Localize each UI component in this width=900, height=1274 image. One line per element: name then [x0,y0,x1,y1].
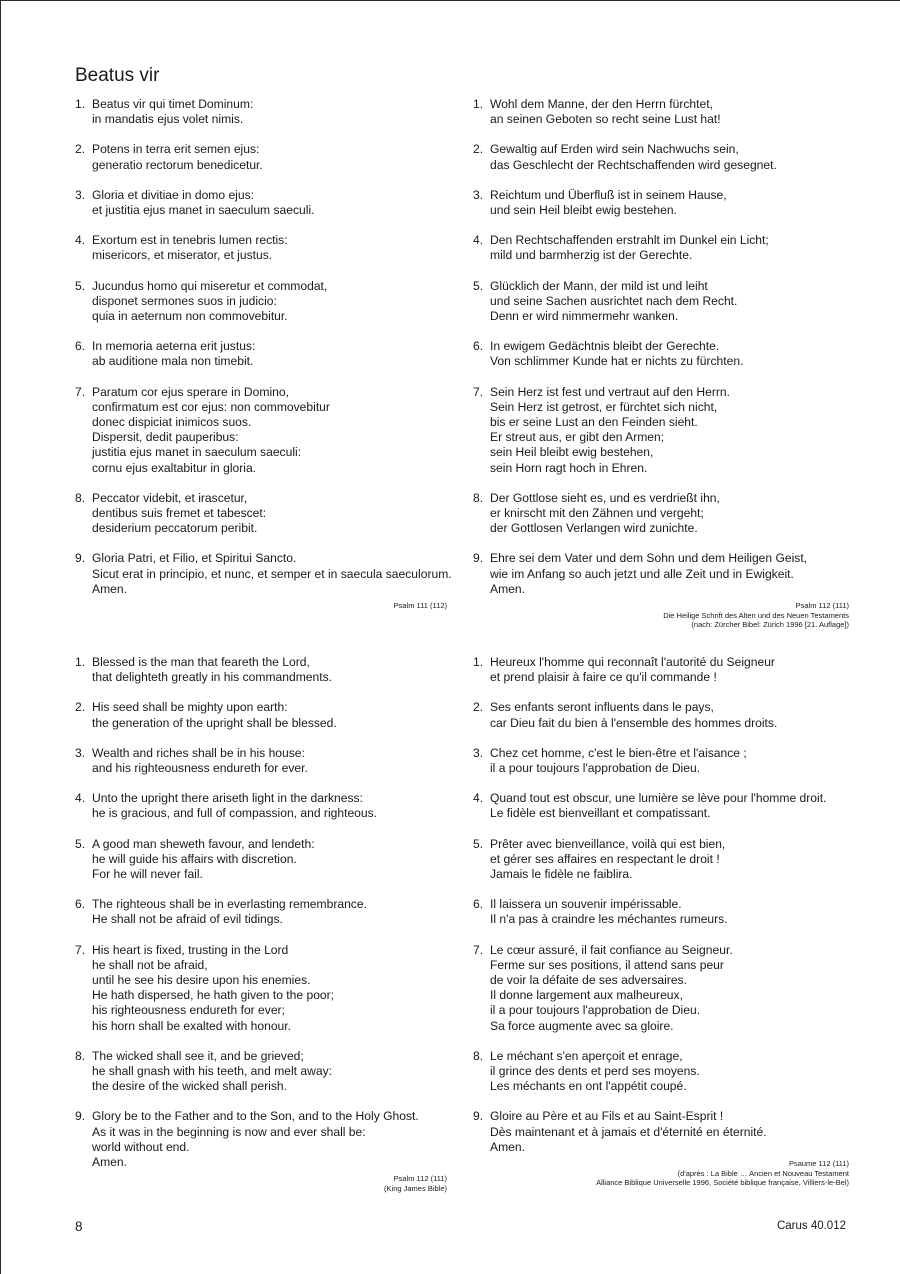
source-citation: Psalm 111 (112) [393,601,447,611]
verse [75,97,455,127]
verse-number: 4. [473,791,484,806]
verse-text: Il laissera un souvenir impérissable. Il n'a pas à craindre les méchantes rumeurs. [490,897,728,927]
verse [473,700,853,730]
verse [473,339,853,369]
verse [75,385,455,476]
verse-text: Le cœur assuré, il fait confiance au Seigneur. Ferme sur ses positions, il attend sans peur de voir la défaite de ses adversaires. Il donne largement aux malheureux, il a pour toujours l'approbation de Dieu. Sa force augmente avec sa gloire. [490,942,733,1033]
verse [473,655,853,685]
verse-number: 3. [473,745,484,760]
verse-text: Gewaltig auf Erden wird sein Nachwuchs sein, das Geschlecht der Rechtschaffenden wird gesegnet. [490,142,777,172]
verse [75,279,455,325]
verse-text: Heureux l'homme qui reconnaît l'autorité du Seigneur et prend plaisir à faire ce qu'il commande ! [490,655,775,685]
source-citation: Psalm 112 (111) (King James Bible) [384,1174,447,1193]
verse-text: Peccator videbit, et irascetur, dentibus suis fremet et tabescet: desiderium peccatorum peribit. [92,490,267,536]
page-number: 8 [75,1219,83,1234]
verse-number: 8. [75,1048,86,1063]
english-text-column [75,655,455,1193]
verse-text: Exortum est in tenebris lumen rectis: misericors, et miserator, et justus. [92,233,288,263]
verse-number: 6. [473,339,484,354]
verse [473,188,853,218]
verse [473,491,853,537]
verse-number: 9. [75,1109,86,1124]
verse-number: 2. [473,142,484,157]
verse [473,97,853,127]
verse [75,339,455,369]
verse-text: Chez cet homme, c'est le bien-être et l'aisance ; il a pour toujours l'approbation de Dieu. [490,745,747,776]
verse-list [473,655,853,1155]
verse-text: Prêter avec bienveillance, voilà qui est bien, et gérer ses affaires en respectant le droit ! Jamais le fidèle ne faiblira. [490,836,726,882]
verse [473,943,853,1034]
verse [75,791,455,821]
verse-number: 5. [473,278,484,293]
verse-text: Gloria et divitiae in domo ejus: et justitia ejus manet in saeculum saeculi. [92,187,315,218]
verse [75,837,455,883]
verse-number: 8. [473,490,484,505]
verse-text: Beatus vir qui timet Dominum: in mandatis ejus volet nimis. [92,97,254,127]
verse-text: Quand tout est obscur, une lumière se lève pour l'homme droit. Le fidèle est bienveillant et compatissant. [490,791,827,821]
verse-number: 4. [75,233,86,248]
verse [473,551,853,597]
verse-text: Paratum cor ejus sperare in Domino, confirmatum est cor ejus: non commovebitur donec dispiciat inimicos suos. Dispersit, dedit pauperibus: justitia ejus manet in saeculum saeculi: cornu ejus exaltabitur in gloria. [92,384,330,475]
verse-text: Wealth and riches shall be in his house: and his righteousness endureth for ever. [92,745,308,776]
verse [75,142,455,172]
verse-number: 2. [473,700,484,715]
verse-text: Wohl dem Manne, der den Herrn fürchtet, an seinen Geboten so recht seine Lust hat! [490,97,721,127]
verse-number: 1. [75,97,86,111]
verse-text: A good man sheweth favour, and lendeth: he will guide his affairs with discretion. For he will never fail. [92,836,315,882]
verse-number: 5. [75,278,86,293]
verse [473,791,853,821]
verse-number: 5. [473,836,484,851]
verse-number: 8. [75,490,86,505]
verse-text: Glücklich der Mann, der mild ist und leiht und seine Sachen ausrichtet nach dem Recht. Denn er wird nimmermehr wanken. [490,278,738,324]
german-text-column [473,97,853,630]
verse-number: 3. [75,187,86,202]
verse-text: The righteous shall be in everlasting remembrance. He shall not be afraid of evil tidings. [92,897,367,927]
verse-number: 3. [473,187,484,202]
verse-number: 4. [473,233,484,248]
verse-text: Le méchant s'en aperçoit et enrage, il grince des dents et perd ses moyens. Les méchants en ont l'appétit coupé. [490,1048,700,1094]
verse-number: 9. [75,551,86,566]
source-citation: Psaume 112 (111) (d'après : La Bible … Ancien et Nouveau Testament Alliance Biblique Universelle 1996, Société biblique française, Villiers-le-Bel) [596,1159,849,1188]
verse [75,943,455,1034]
verse-number: 1. [473,655,484,669]
verse [75,188,455,218]
verse-number: 1. [75,655,86,669]
verse-number: 7. [75,384,86,399]
verse-list [75,97,455,597]
verse [473,385,853,476]
verse-text: Ses enfants seront influents dans le pays, car Dieu fait du bien à l'ensemble des hommes droits. [490,700,778,730]
verse-number: 7. [473,384,484,399]
verse [75,1049,455,1095]
verse-text: His seed shall be mighty upon earth: the generation of the upright shall be blessed. [92,700,337,730]
verse-list [75,655,455,1170]
verse [473,1049,853,1095]
verse-number: 2. [75,142,86,157]
page-title: Beatus vir [75,65,160,86]
verse-text: Gloria Patri, et Filio, et Spiritui Sancto. Sicut erat in principio, et nunc, et semper et in saecula saeculorum. Amen. [92,551,452,596]
verse [473,279,853,325]
verse-number: 9. [473,1109,484,1124]
verse [473,1109,853,1155]
verse [75,655,455,685]
verse-text: Den Rechtschaffenden erstrahlt im Dunkel ein Licht; mild und barmherzig ist der Gerechte. [490,233,769,263]
verse-text: In ewigem Gedächtnis bleibt der Gerechte. Von schlimmer Kunde hat er nichts zu fürchten. [490,339,744,369]
verse-text: His heart is fixed, trusting in the Lord he shall not be afraid, until he see his desire upon his enemies. He hath dispersed, he hath given to the poor; his righteousness endureth for ever; his horn shall be exalted with honour. [92,942,335,1033]
verse [75,1109,455,1170]
verse-text: Reichtum und Überfluß ist in seinem Hause, und sein Heil bleibt ewig bestehen. [490,187,727,218]
latin-text-column [75,97,455,611]
verse-text: Glory be to the Father and to the Son, and to the Holy Ghost. As it was in the beginning is now and ever shall be: world without end. Amen. [92,1109,419,1170]
verse-number: 8. [473,1048,484,1063]
page-border-top [0,0,900,1]
verse [75,233,455,263]
verse-number: 4. [75,791,86,806]
verse-number: 6. [75,339,86,354]
verse-text: The wicked shall see it, and be grieved; he shall gnash with his teeth, and melt away: the desire of the wicked shall perish. [92,1048,332,1094]
verse-text: Jucundus homo qui miseretur et commodat, disponet sermones suos in judicio: quia in aeternum non commovebitur. [92,278,328,324]
verse [75,551,455,597]
verse-number: 6. [473,897,484,912]
verse [473,837,853,883]
verse-number: 1. [473,97,484,111]
verse-text: Der Gottlose sieht es, und es verdrießt ihn, er knirscht mit den Zähnen und vergeht; der Gottlosen Verlangen wird zunichte. [490,490,720,536]
page-border-left [0,0,1,1274]
verse-number: 5. [75,836,86,851]
verse-number: 7. [473,942,484,957]
verse-text: Gloire au Père et au Fils et au Saint-Esprit ! Dès maintenant et à jamais et d'éternité en éternité. Amen. [490,1109,767,1154]
verse-number: 9. [473,551,484,566]
verse-text: Sein Herz ist fest und vertraut auf den Herrn. Sein Herz ist getrost, er fürchtet sich nicht, bis er seine Lust an den Feinden sieht. Er streut aus, er gibt den Armen; sein Heil bleibt ewig bestehen, sein Horn ragt hoch in Ehren. [490,384,730,475]
verse [473,897,853,927]
verse [75,491,455,537]
verse [75,897,455,927]
verse-number: 2. [75,700,86,715]
source-citation: Psalm 112 (111) Die Heilige Schrift des Alten und des Neuen Testaments (nach: Zürcher Bibel: Zürich 1996 [21. Auflage]) [663,601,849,630]
french-text-column [473,655,853,1188]
verse-number: 3. [75,745,86,760]
verse [473,746,853,776]
verse [75,700,455,730]
verse-list [473,97,853,597]
verse-text: In memoria aeterna erit justus: ab auditione mala non timebit. [92,339,256,369]
verse-text: Ehre sei dem Vater und dem Sohn und dem Heiligen Geist, wie im Anfang so auch jetzt und alle Zeit und in Ewigkeit. Amen. [490,551,808,596]
verse-number: 6. [75,897,86,912]
verse-text: Blessed is the man that feareth the Lord, that delighteth greatly in his commandments. [92,655,332,685]
verse [473,233,853,263]
verse-number: 7. [75,942,86,957]
verse [75,746,455,776]
catalog-number: Carus 40.012 [776,1220,846,1232]
verse-text: Unto the upright there ariseth light in the darkness: he is gracious, and full of compassion, and righteous. [92,791,378,821]
verse [473,142,853,172]
verse-text: Potens in terra erit semen ejus: generatio rectorum benedicetur. [92,142,263,172]
